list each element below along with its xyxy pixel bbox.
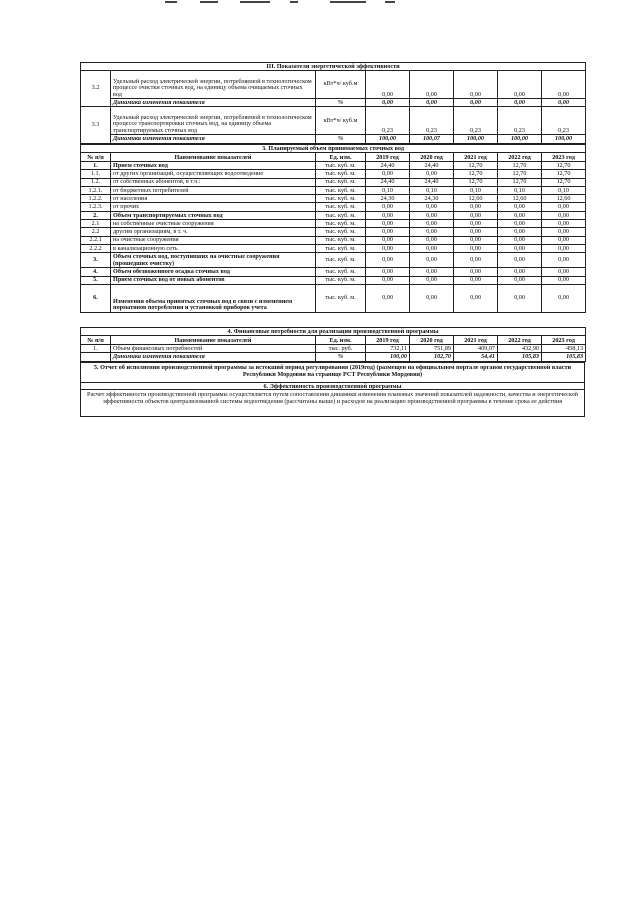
row-name: Удельный расход электрической энергии, потребляемой в технологическом процессе транспортировки сточных вод, на единицу объема транспортируемых сточных вод (111, 107, 316, 135)
table-row: 1.2. от собственных абонентов, в т.ч.: тыс. куб. м. 24,40 24,40 12,70 12,70 12,70 (81, 178, 586, 186)
section-title: 3. Планируемый объем принимаемых сточных вод (81, 145, 586, 153)
report-note: 5. Отчет об исполнении производственной программы за истекший период регулирования (2019год) (размещен на официальном портале органов государственной власти Республики Мордовия на странице РСТ Республики Мордовия) (80, 362, 585, 383)
table-row: 3.3 Удельный расход электрической энергии, потребляемой в технологическом процессе транспортировки сточных вод, на единицу объема транспортируемых сточных вод кВт*ч/ куб.м 0,23 0,23 0,23 0,23 0,23 (81, 107, 586, 135)
table-row: 2.2 другим организациям, в т. ч. тыс. куб. м. 0,00 0,00 0,00 0,00 0,00 (81, 228, 586, 236)
wastewater-volume-table (80, 144, 586, 313)
efficiency-title: 6. Эффективность производственной программы (80, 382, 585, 390)
table-row: 1.2.1. от бюджетных потребителей тыс. куб. м. 0,10 0,10 0,10 0,10 0,10 (81, 186, 586, 194)
table-row: 2. Объем транспортируемых сточных вод тыс. куб. м. 0,00 0,00 0,00 0,00 0,00 (81, 211, 586, 219)
table-row: Динамика изменения показателя % 100,00 102,70 54,41 105,83 105,83 (81, 353, 586, 361)
table-row: 3. Объем сточных вод, поступивших на очистные сооружения (прошедших очистку) тыс. куб. м. 0,00 0,00 0,00 0,00 0,00 (81, 253, 586, 268)
table-header: № п/п Наименование показателей Ед. изм. 2019 год 2020 год 2021 год 2022 год 2023 год (81, 336, 586, 345)
table-row: 2.2.1 на очистные сооружения тыс. куб. м. 0,00 0,00 0,00 0,00 0,00 (81, 236, 586, 244)
table-row: 1. Прием сточных вод тыс. куб. м. 24,40 24,40 12,70 12,70 12,70 (81, 162, 586, 170)
finance-table (80, 327, 586, 362)
efficiency-text: Расчет эффективности производственной программы осуществляется путем сопоставления динамики изменения плановых значений показателей надежности, качества и энергетической эффективности объектов централизованной системы водоотведения (рассчитаны выше) и расходов на реализацию производственной программы в течение срока ее действия (80, 389, 585, 417)
table-row: 1.1. от других организаций, осуществляющих водоотведение тыс. куб. м. 0,00 0,00 12,70 12,70 12,70 (81, 170, 586, 178)
table-row: 1.2.3. от прочих тыс. куб. м. 0,00 0,00 0,00 0,00 0,00 (81, 203, 586, 211)
table-row: 5. Прием сточных вод от новых абонентов тыс. куб. м. 0,00 0,00 0,00 0,00 0,00 (81, 276, 586, 284)
table-row: 2.1 на собственные очистные сооружения тыс. куб. м. 0,00 0,00 0,00 0,00 0,00 (81, 220, 586, 228)
table-header: № п/п Наименование показателей Ед. изм. 2019 год 2020 год 2021 год 2022 год 2023 год (81, 153, 586, 162)
table-row: 4. Объем обезвоженного осадка сточных вод тыс. куб. м. 0,00 0,00 0,00 0,00 0,00 (81, 268, 586, 276)
table-row: 6. Изменения объема принятых сточных вод в связи с изменением нормативов потребления и установкой приборов учета тыс. куб. м. 0,00 0,00 0,00 0,00 0,00 (81, 284, 586, 312)
table-row: 2.2.2 в канализационную сеть тыс. куб. м. 0,00 0,00 0,00 0,00 0,00 (81, 244, 586, 252)
table-row: Динамика изменения показателя % 100,00 100,07 100,00 100,00 100,00 (81, 135, 586, 143)
section-title: III. Показатели энергетической эффективности (81, 63, 586, 71)
section-title: 4. Финансовые потребности для реализации производственной программы (81, 328, 586, 336)
scan-top-marks (0, 0, 640, 6)
table-row: 1. Объем финансовых потребностей тыс. руб. 732,11 751,89 409,07 432,90 458,13 (81, 345, 586, 353)
row-name: Удельный расход электрической энергии, потребляемой в технологическом процессе очистки сточных вод, на единицу объема очищаемых сточных вод (111, 71, 316, 99)
energy-efficiency-table (80, 62, 586, 144)
table-row: 3.2 Удельный расход электрической энергии, потребляемой в технологическом процессе очистки сточных вод, на единицу объема очищаемых сточных вод кВт*ч/ куб.м 0,00 0,00 0,00 0,00 0,00 (81, 71, 586, 99)
table-row: 1.2.2. от населения тыс. куб. м. 24,30 24,30 12,60 12,60 12,60 (81, 195, 586, 203)
table-row: Динамика изменения показателя % 0,00 0,00 0,00 0,00 0,00 (81, 99, 586, 107)
